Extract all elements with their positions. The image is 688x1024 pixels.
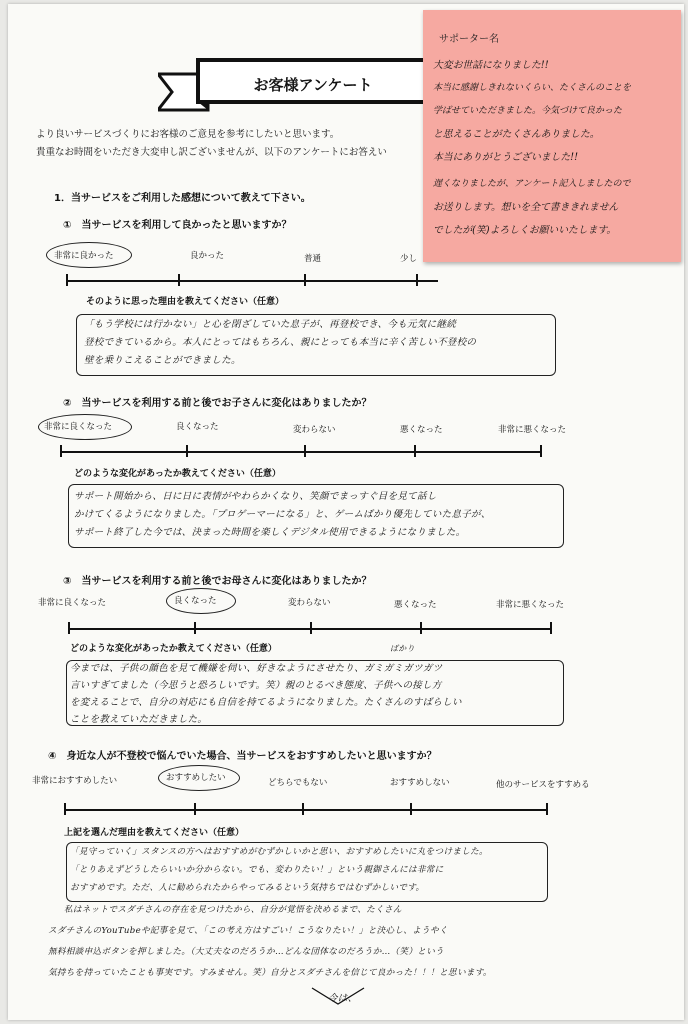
q4-answer-line: スダチさんのYouTubeや記事を見て、「この考え方はすごい！こうなりたい！」と決心し、ようやく	[48, 926, 448, 936]
sticky-note	[423, 10, 681, 262]
q3-reason-label: どのような変化があったか教えてください（任意）	[70, 644, 277, 654]
q3-option-4[interactable]: 悪くなった	[394, 600, 437, 610]
sticky-note-line: 遅くなりましたが、アンケート記入しましたので	[433, 179, 631, 189]
q1-answer-line: 壁を乗りこえることができました。	[84, 355, 241, 366]
q3-answer-line: ことを教えていただきました。	[70, 714, 208, 725]
q3-tick	[68, 622, 70, 634]
q1-reason-label: そのように思った理由を教えてください（任意）	[86, 297, 285, 307]
sticky-note-line: 大変お世話になりました!!	[433, 60, 549, 71]
q4-question: ④ 身近な人が不登校で悩んでいた場合、当サービスをおすすめしたいと思いますか？	[48, 751, 437, 762]
q2-option-1[interactable]: 非常に良くなった	[44, 422, 113, 432]
q1-tick	[178, 274, 180, 286]
q3-answer-line: を変えることで、自分の対応にも自信を持てるようになりました。たくさんのすばらしい	[70, 697, 462, 708]
q4-answer-line: 無料相談申込ボタンを押しました。（大丈夫なのだろうか…どんな団体なのだろうか…（笑）という	[48, 947, 444, 957]
q2-option-2[interactable]: 良くなった	[176, 422, 219, 432]
q4-answer-line: 「見守っていく」スタンスの方へはおすすめがむずかしいかと思い、おすすめしたいに丸をつけました。	[70, 847, 488, 857]
q3-answer	[70, 660, 462, 728]
q2-answer-line: サポート開始から、日に日に表情がやわらかくなり、笑顔でまっすぐ目を見て話し	[74, 491, 437, 502]
q4-reason-label: 上記を選んだ理由を教えてください（任意）	[64, 828, 245, 838]
q1-answer-line: 登校できているから。本人にとってはもちろん、親にとっても本当に辛く苦しい不登校の	[84, 337, 477, 348]
sticky-note-line: お送りします。想いを全て書ききれません	[433, 202, 619, 213]
q4-tick	[64, 803, 66, 815]
q3-option-3[interactable]: 変わらない	[288, 598, 331, 608]
q1-option-4[interactable]: 少し	[400, 254, 418, 264]
q4-tick	[302, 803, 304, 815]
q1-question: ① 当サービスを利用して良かったと思いますか？	[63, 220, 292, 231]
sticky-note-label: サポーター名	[439, 34, 499, 45]
q2-scale	[60, 451, 542, 453]
q4-answer-boxed	[70, 843, 488, 897]
q2-question: ② 当サービスを利用する前と後でお子さんに変化はありましたか？	[63, 398, 372, 409]
q4-option-2[interactable]: おすすめしたい	[166, 773, 226, 783]
q3-tick	[310, 622, 312, 634]
sticky-note-line: 本当に感謝しきれないくらい、たくさんのことを	[433, 83, 632, 93]
sticky-note-line: と思えることがたくさんありました。	[433, 129, 600, 140]
q1-tick	[304, 274, 306, 286]
q3-tick	[550, 622, 552, 634]
q4-option-4[interactable]: おすすめしない	[390, 778, 450, 788]
section-1-heading: 1．当サービスをご利用した感想について教えて下さい。	[54, 193, 311, 204]
sticky-note-message	[433, 54, 677, 242]
q2-tick	[60, 445, 62, 457]
q3-option-1[interactable]: 非常に良くなった	[38, 598, 107, 608]
q3-tick	[420, 622, 422, 634]
sticky-note-line: 本当にありがとうございました!!	[433, 152, 579, 163]
q3-option-2[interactable]: 良くなった	[174, 596, 217, 606]
intro-line-1: より良いサービスづくりにお客様のご意見を参考にしたいと思います。	[36, 129, 340, 140]
q3-answer-line: 今までは、子供の顔色を見て機嫌を伺い、好きなようにさせたり、ガミガミガツガツ	[70, 663, 443, 674]
q2-tick	[414, 445, 416, 457]
q4-tick	[194, 803, 196, 815]
q4-option-3[interactable]: どちらでもない	[268, 778, 328, 788]
q3-tick	[194, 622, 196, 634]
q2-option-3[interactable]: 変わらない	[293, 425, 336, 435]
q1-option-3[interactable]: 普通	[304, 254, 322, 264]
page-title: お客様アンケート	[253, 76, 373, 94]
q3-option-5[interactable]: 非常に悪くなった	[496, 600, 565, 610]
intro-line-2: 貴重なお時間をいただき大変申し訳ございませんが、以下のアンケートにお答えい	[36, 147, 387, 158]
q3-answer-insertion: ばかり	[390, 644, 415, 653]
q1-tick	[416, 274, 418, 286]
sticky-note-line: でしたが(笑)よろしくお願いいたします。	[433, 225, 617, 236]
q4-answer-line: おすすめです。ただ、人に勧められたからやってみるという気持ちではむずかしいです。	[70, 883, 425, 893]
q4-scale	[64, 809, 548, 811]
q1-answer	[84, 316, 476, 370]
q1-answer-line: 「もう学校には行かない」と心を閉ざしていた息子が、再登校でき、今も元気に継続	[84, 319, 457, 330]
q4-footer-note: 今は、	[328, 993, 358, 1004]
q1-option-1[interactable]: 非常に良かった	[54, 251, 114, 261]
q1-scale	[66, 280, 438, 282]
q2-option-4[interactable]: 悪くなった	[400, 425, 443, 435]
q4-tick	[410, 803, 412, 815]
q2-answer-line: サポート終了した今では、決まった時間を楽しくデジタル使用できるようになりました。	[74, 527, 466, 538]
q4-option-1[interactable]: 非常におすすめしたい	[32, 776, 118, 786]
q4-tick	[546, 803, 548, 815]
q3-answer-line: 言いすぎてました（今思うと恐ろしいです。笑）親のとるべき態度、子供への接し方	[70, 680, 442, 691]
q4-answer-line: 私はネットでスダチさんの存在を見つけたから、自分が覚悟を決めるまで、たくさん	[64, 905, 402, 915]
q2-tick	[540, 445, 542, 457]
sticky-note-line: 学ばせていただきました。今気づけて良かった	[433, 106, 623, 116]
q4-answer-line: 「とりあえずどうしたらいいか分からない。でも、変わりたい！」という親御さんには非常に	[70, 865, 444, 875]
q2-tick	[304, 445, 306, 457]
q1-tick	[66, 274, 68, 286]
q4-answer-continued	[48, 900, 492, 984]
q2-answer	[74, 488, 491, 542]
q2-reason-label: どのような変化があったか教えてください（任意）	[74, 469, 281, 479]
q3-question: ③ 当サービスを利用する前と後でお母さんに変化はありましたか？	[63, 576, 372, 587]
q2-answer-line: かけてくるようになりました。「プロゲーマーになる」と、ゲームばかり優先していた息子が、	[74, 509, 491, 520]
q2-tick	[186, 445, 188, 457]
q2-option-5[interactable]: 非常に悪くなった	[498, 425, 567, 435]
q4-answer-line: 気持ちを持っていたことも事実です。すみません。笑）自分とスダチさんを信じて良かった！！！と思います。	[48, 968, 492, 978]
q4-option-5[interactable]: 他のサービスをすすめる	[496, 780, 590, 790]
q1-option-2[interactable]: 良かった	[190, 251, 225, 261]
